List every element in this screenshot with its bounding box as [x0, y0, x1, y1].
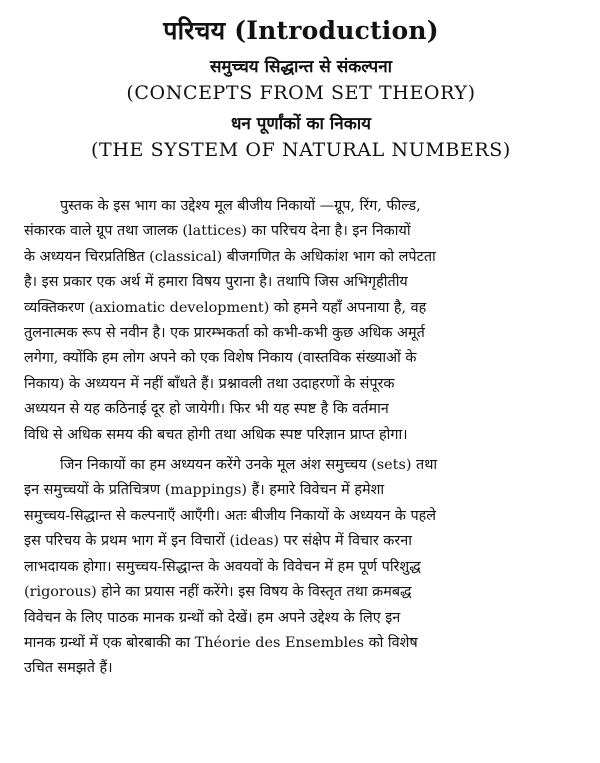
- paragraph-line: लाभदायक होगा। समुच्चय-सिद्धान्त के अवयवों के विवेचन में हम पूर्ण परिशुद्ध: [24, 558, 421, 575]
- paragraph-line: व्यक्तिकरण (axiomatic development) को हमने यहाँ अपनाया है, वह: [24, 299, 427, 316]
- section2-hindi-heading: धन पूर्णांकों का निकाय: [230, 114, 372, 134]
- paragraph-line: मानक ग्रन्थों में एक बोरबाकी का Théorie des Ensembles को विशेष: [24, 634, 418, 651]
- paragraph-line: अध्ययन से यह कठिनाई दूर हो जायेगी। फिर भी यह स्पष्ट है कि वर्तमान: [24, 401, 389, 418]
- paragraph-line: विवेचन के लिए पाठक मानक ग्रन्थों को देखें। हम अपने उद्देश्य के लिए इन: [24, 609, 401, 626]
- paragraph-line: संकारक वाले ग्रूप तथा जालक (lattices) का परिचय देना है। इन निकायों: [24, 223, 411, 240]
- paragraph-line: लगेगा, क्योंकि हम लोग अपने को एक विशेष निकाय (वास्तविक संख्याओं के: [24, 350, 417, 367]
- paragraph-line: जिन निकायों का हम अध्ययन करेंगे उनके मूल अंश समुच्चय (sets) तथा: [60, 457, 438, 474]
- paragraph-line: उचित समझते हैं।: [24, 660, 113, 677]
- paragraph-line: है। इस प्रकार एक अर्थ में हमारा विषय पुराना है। तथापि जिस अभिगृहीतीय: [24, 274, 408, 291]
- section-headings: [24, 54, 578, 164]
- paragraph-line: पुस्तक के इस भाग का उद्देश्य मूल बीजीय निकायों —ग्रूप, रिंग, फील्ड,: [60, 198, 421, 214]
- paragraph-1: [24, 194, 578, 448]
- paragraph-line: विधि से अधिक समय की बचत होगी तथा अधिक स्पष्ट परिज्ञान प्राप्त होगा।: [24, 426, 408, 443]
- paragraph-line: तुलनात्मक रूप से नवीन है। एक प्रारम्भकर्ता को कभी-कभी कुछ अधिक अमूर्त: [24, 325, 425, 342]
- paragraph-2: [24, 453, 578, 682]
- section1-hindi-heading: समुच्चय सिद्धान्त से संकल्पना: [209, 57, 393, 77]
- section2-english-heading: (THE SYSTEM OF NATURAL NUMBERS): [91, 139, 511, 161]
- paragraph-line: (rigorous) होने का प्रयास नहीं करेंगे। इस विषय के विस्तृत तथा क्रमबद्ध: [24, 584, 412, 601]
- paragraph-line: समुच्चय-सिद्धान्त से कल्पनाएँ आएँगी। अतः बीजीय निकायों के अध्ययन के पहले: [24, 507, 437, 524]
- page-title: परिचय (Introduction): [163, 16, 439, 45]
- section1-english-heading: (CONCEPTS FROM SET THEORY): [126, 82, 476, 104]
- paragraph-line: निकाय) के अध्ययन में नहीं बाँधते हैं। प्रश्नावली तथा उदाहरणों के संपूरक: [24, 375, 395, 392]
- paragraph-line: इन समुच्चयों के प्रतिचित्रण (mappings) हैं। हमारे विवेचन में हमेशा: [24, 482, 385, 499]
- paragraph-line: के अध्ययन चिरप्रतिष्ठित (classical) बीजगणित के अधिकांश भाग को लपेटता: [24, 248, 436, 265]
- paragraph-line: इस परिचय के प्रथम भाग में इन विचारों (ideas) पर संक्षेप में विचार करना: [24, 533, 412, 550]
